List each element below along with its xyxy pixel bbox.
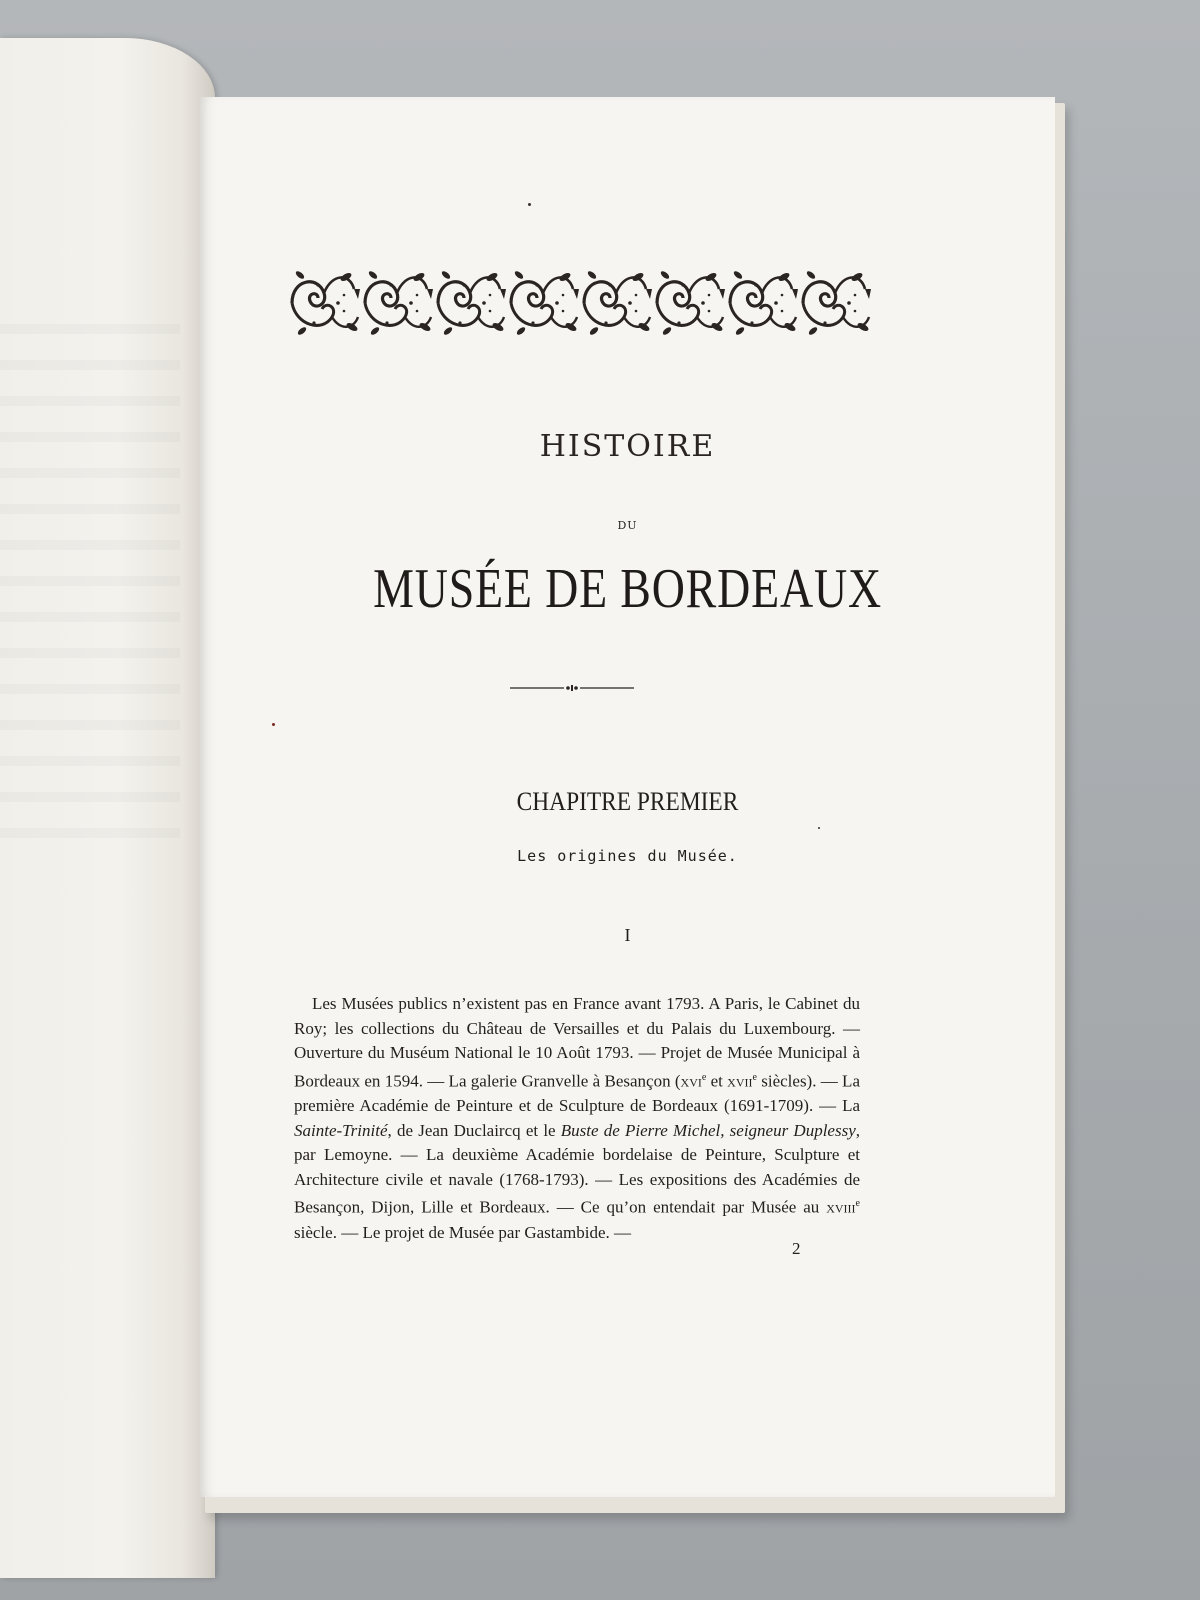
- superscript: e: [701, 1071, 707, 1083]
- text-run: , par Lemoyne. — La deuxième Académie bordelaise de Peinture, Sculpture et Architecture civile et navale (1768-1793). — Les expositions des Académies de Besançon, Dijon, Lille et Bordeaux. — Ce qu’on entendait par Musée au: [294, 1120, 860, 1218]
- title-connector: DU: [617, 519, 638, 532]
- chapter-summary-paragraph: [294, 992, 860, 1245]
- text-run: siècle. — Le projet de Musée par Gastambide. —: [294, 1222, 632, 1242]
- superscript: e: [752, 1071, 757, 1083]
- section-numeral: I: [624, 925, 631, 945]
- divider-icon: [510, 683, 634, 693]
- page-number: 2: [792, 1239, 801, 1258]
- ink-speck: [528, 203, 531, 206]
- roman-century: xvii: [727, 1071, 753, 1091]
- chapter-heading: CHAPITRE PREMIER: [516, 787, 739, 816]
- text-run: , de Jean Duclaircq et le: [387, 1120, 561, 1140]
- text-run: siècles). — La première Académie de Peinture et de Sculpture de Bordeaux (1691-1709). — La: [294, 1071, 860, 1116]
- roman-century: xviii: [826, 1198, 856, 1218]
- roman-century: xvi: [680, 1071, 702, 1091]
- text-run: et: [706, 1071, 728, 1091]
- left-page-bleed-through: [0, 298, 180, 858]
- artwork-title: Sainte-Trinité: [294, 1120, 388, 1140]
- ornamental-border-icon: [288, 265, 878, 341]
- chapter-subtitle: Les origines du Musée.: [517, 847, 738, 865]
- left-page: [0, 38, 215, 1578]
- document-title: HISTOIRE: [539, 429, 716, 464]
- ink-speck: [272, 723, 275, 726]
- superscript: e: [855, 1198, 860, 1210]
- artwork-title: Buste de Pierre Michel, seigneur Duplessy: [560, 1120, 856, 1140]
- document-main-title: MUSÉE DE BORDEAUX: [373, 558, 882, 620]
- text-run: Les Musées publics n’existent pas en France avant 1793. A Paris, le Cabinet du Roy; les collections du Château de Versailles et du Palais du Luxembourg. — Ouverture du Muséum National le 10 Août 1793. — Projet de Musée Municipal à Bordeaux en 1594. — La galerie Granvelle à Besançon (: [294, 994, 860, 1091]
- right-page: [200, 97, 1055, 1497]
- ink-speck: [818, 827, 820, 829]
